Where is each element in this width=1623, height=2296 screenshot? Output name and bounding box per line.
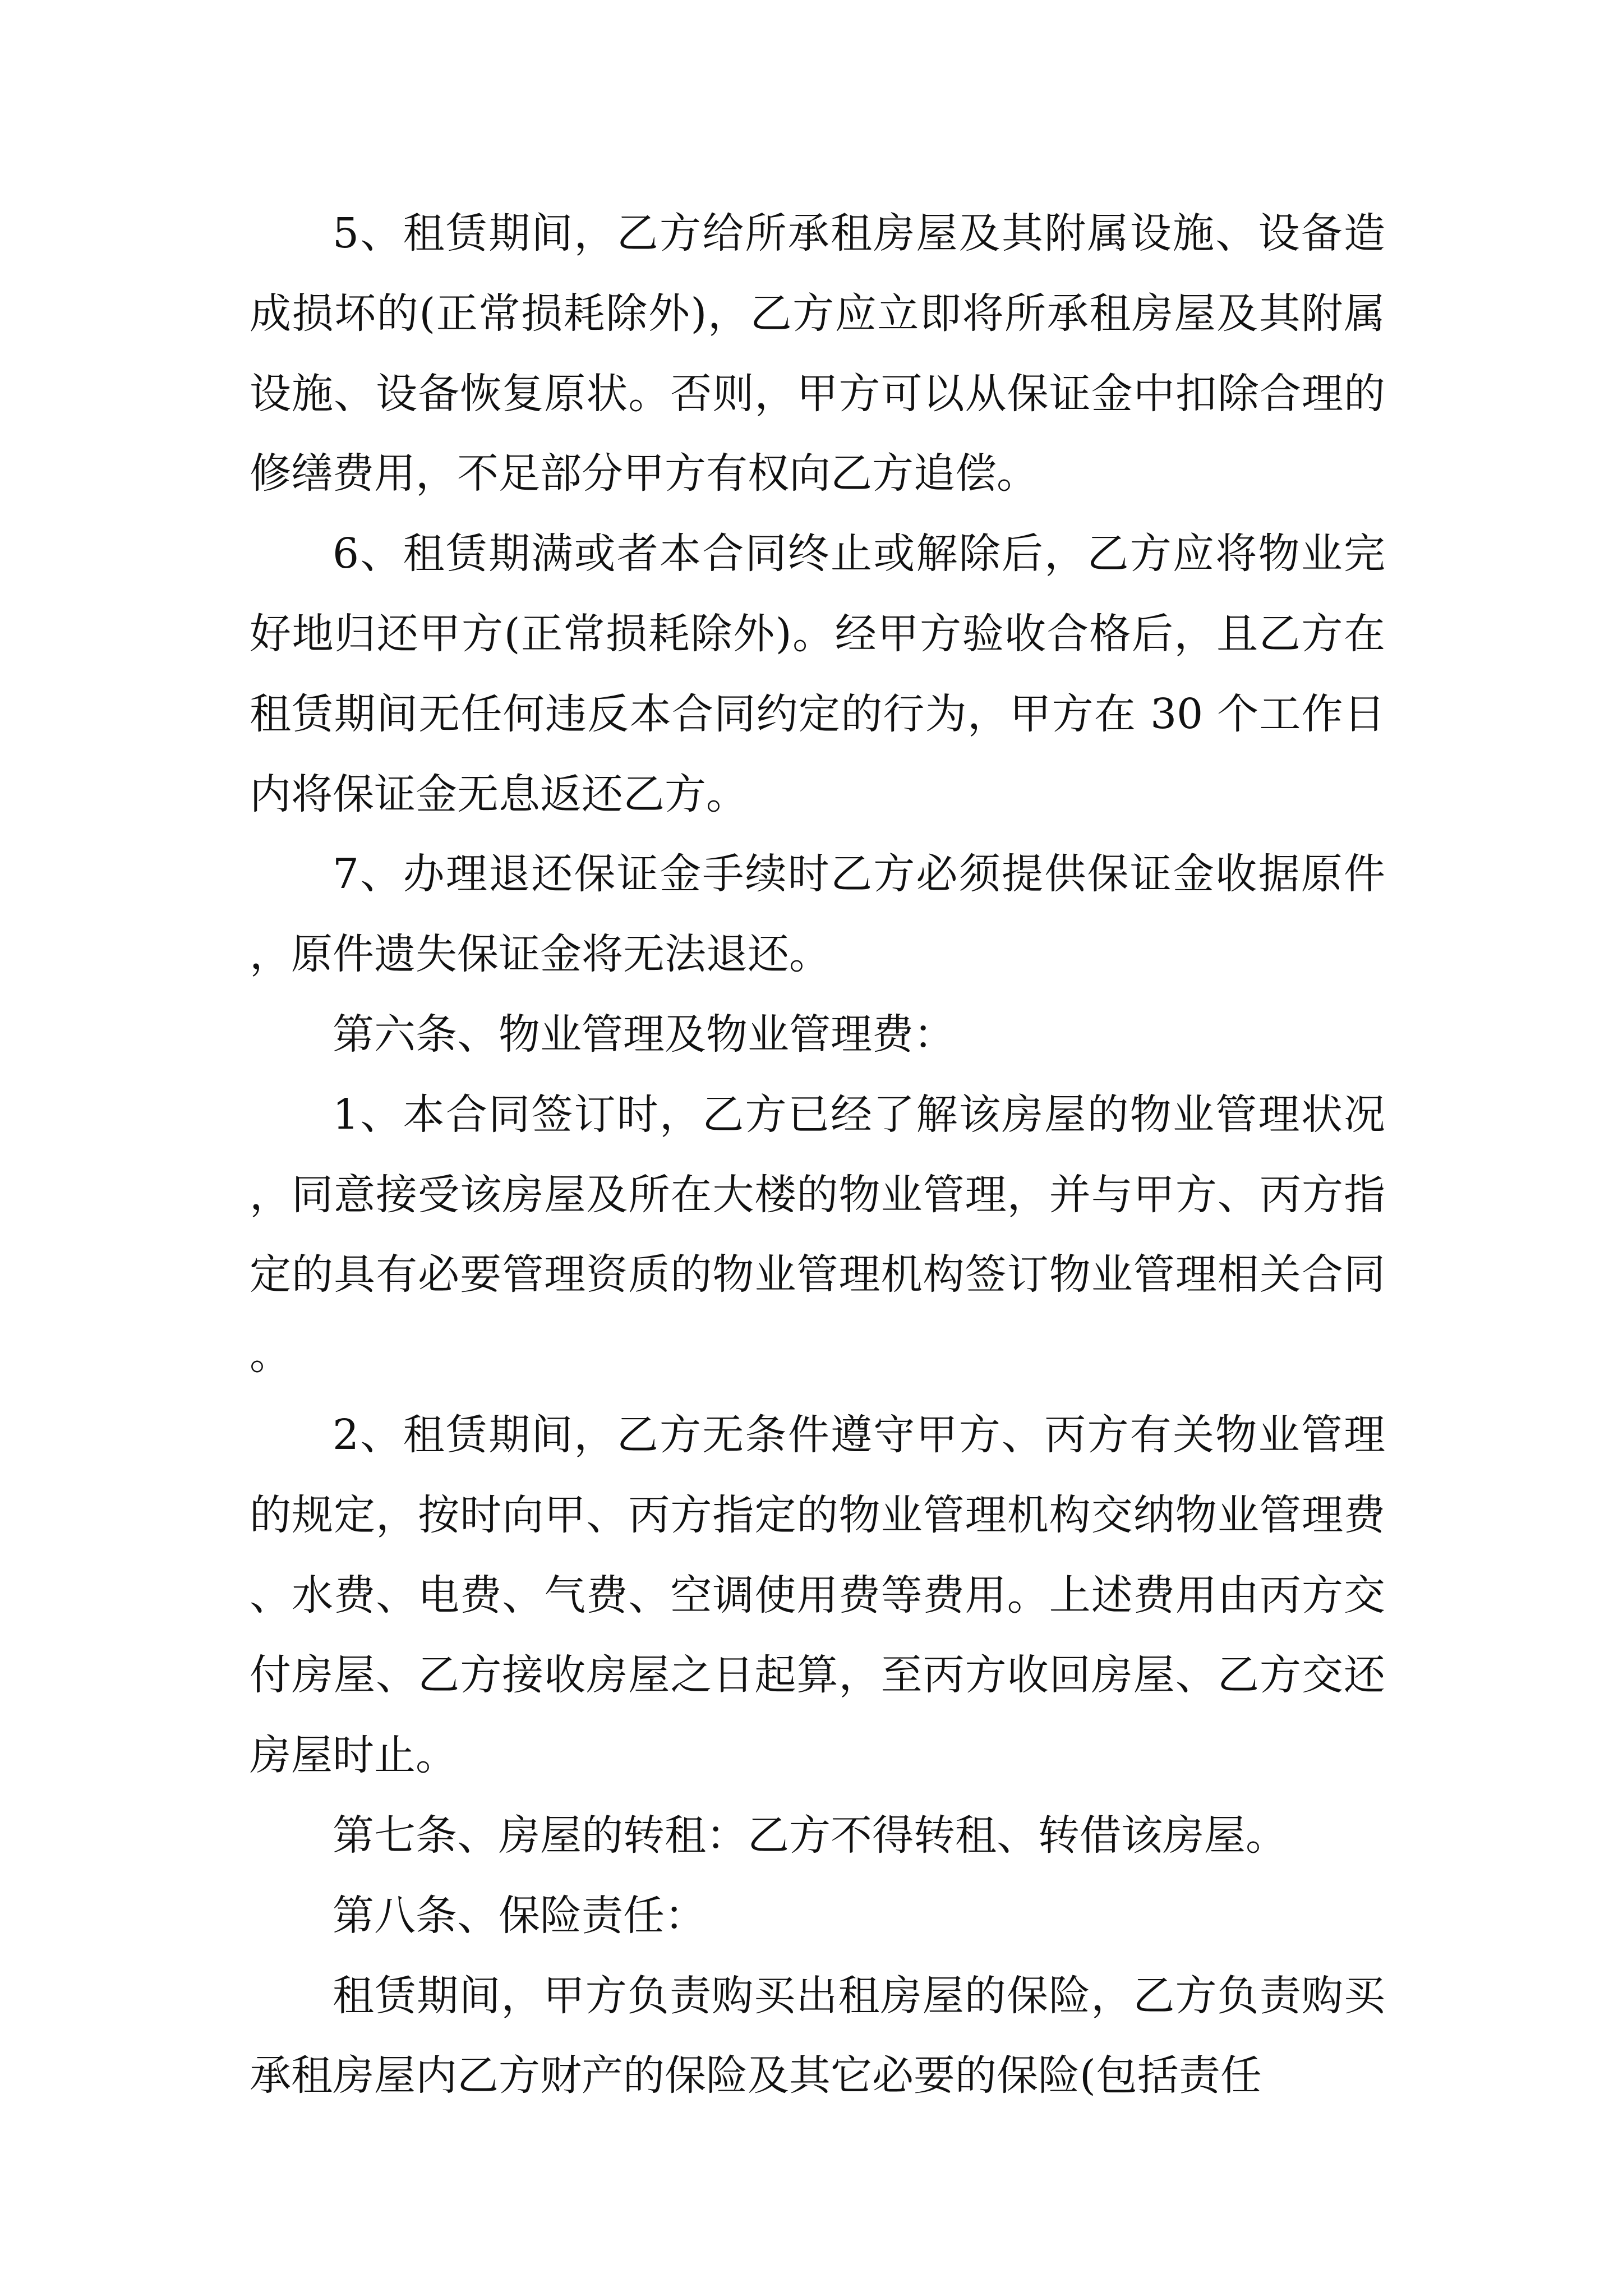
paragraph-article-6-item-1: 1、本合同签订时，乙方已经了解该房屋的物业管理状况，同意接受该房屋及所在大楼的物业管理，并与甲方、丙方指定的具有必要管理资质的物业管理机构签订物业管理相关合同。 (250, 1090, 1385, 1379)
section-heading-article-8: 第八条、保险责任： (333, 1891, 706, 1940)
section-heading-article-7: 第七条、房屋的转租：乙方不得转租、转借该房屋。 (333, 1811, 1287, 1860)
document-body (250, 194, 1385, 2116)
paragraph-article-8-body: 租赁期间，甲方负责购买出租房屋的保险，乙方负责购买承租房屋内乙方财产的保险及其它必要的保险(包括责任 (250, 1971, 1385, 2100)
paragraph-article-6-item-2: 2、租赁期间，乙方无条件遵守甲方、丙方有关物业管理的规定，按时向甲、丙方指定的物业管理机构交纳物业管理费、水费、电费、气费、空调使用费等费用。上述费用由丙方交付房屋、乙方接收房屋之日起算，至丙方收回房屋、乙方交还房屋时止。 (250, 1410, 1385, 1780)
section-heading-article-6: 第六条、物业管理及物业管理费： (333, 1010, 955, 1059)
paragraph-clause-7: 7、办理退还保证金手续时乙方必须提供保证金收据原件，原件遗失保证金将无法退还。 (250, 850, 1385, 979)
paragraph-clause-6: 6、租赁期满或者本合同终止或解除后，乙方应将物业完好地归还甲方(正常损耗除外)。经甲方验收合格后，且乙方在租赁期间无任何违反本合同约定的行为，甲方在 30 个工作日内将保证金无息返还乙方。 (250, 530, 1385, 818)
paragraph-clause-5: 5、租赁期间，乙方给所承租房屋及其附属设施、设备造成损坏的(正常损耗除外)，乙方应立即将所承租房屋及其附属设施、设备恢复原状。否则，甲方可以从保证金中扣除合理的修缮费用，不足部分甲方有权向乙方追偿。 (250, 209, 1385, 498)
